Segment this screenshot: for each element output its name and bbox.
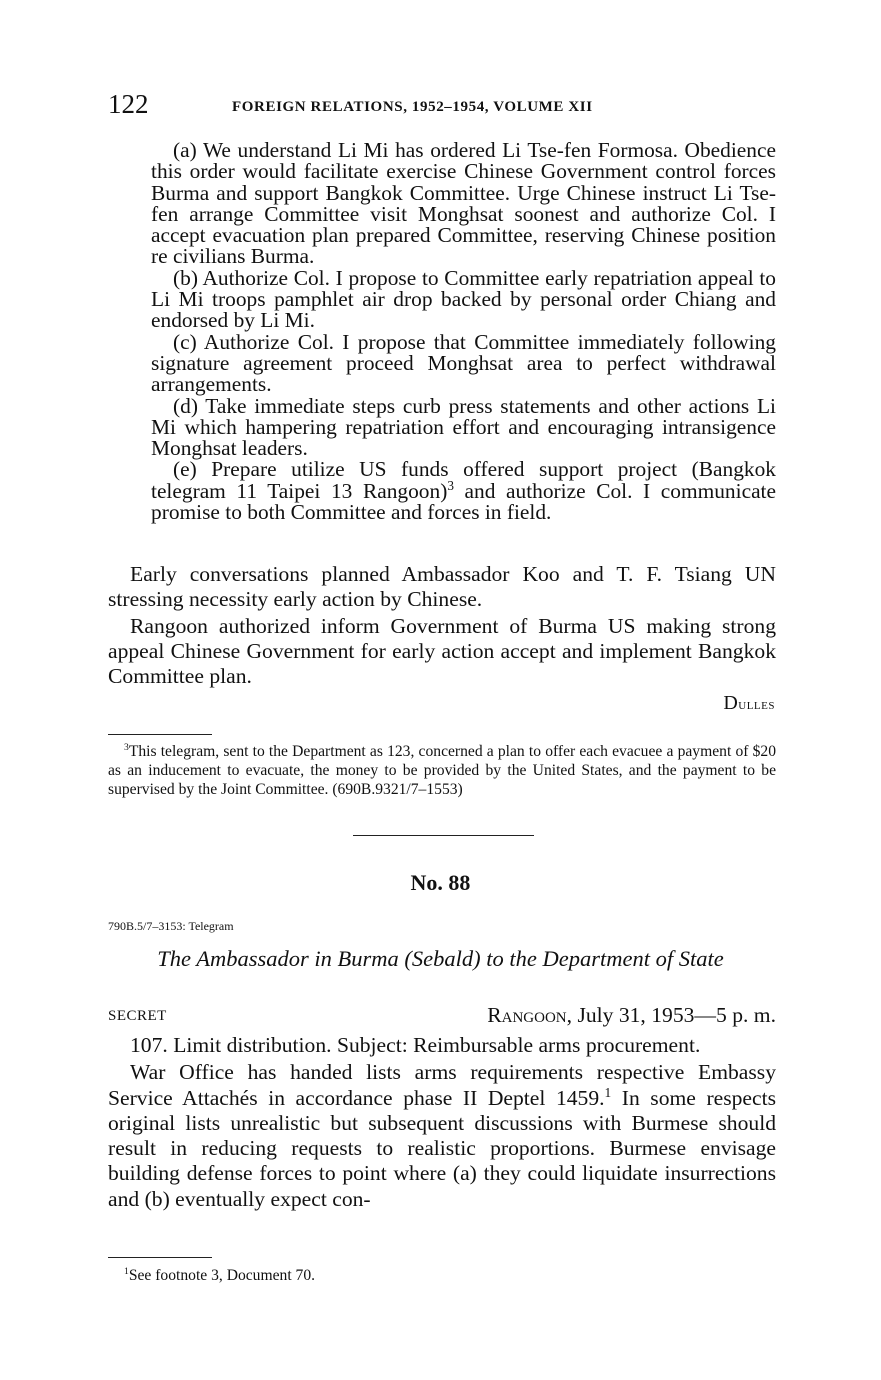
footnote-ref-3[interactable]: 3 [447,477,454,493]
footnote-1 [108,1266,776,1285]
instruction-d: (d) Take immediate steps curb press statements and other actions Li Mi which hampering repatriation effort and encouraging intransigence Monghsat leaders. [151,393,776,461]
footnote-rule [108,1257,212,1258]
body-text-2 [108,1033,776,1214]
paragraph: Early conversations planned Ambassador Koo and T. F. Tsiang UN stressing necessity early action by Chinese. [108,562,776,611]
running-head [108,89,776,123]
signature: Dulles [723,692,775,714]
footnote-text: This telegram, sent to the Department as 123, concerned a plan to offer each evacuee a payment of $20 as an inducement to evacuate, the money to be provided by the United States, and the payment to be supervised by the Joint Committee. (690B.9321/7–1553) [108,743,776,798]
instruction-e-text: (e) Prepare utilize US funds offered support project (Bangkok telegram 11 Taipei 13 Rangoon) [151,457,776,503]
paragraph: Rangoon authorized inform Government of Burma US making strong appeal Chinese Government for early action accept and implement Bangkok Committee plan. [108,614,776,688]
instruction-e [151,459,776,523]
instruction-e-text-end: and authorize Col. I communicate promise to both Committee and forces in field. [151,478,776,525]
paragraph-text: War Office has handed lists arms requirements respective Embassy Service Attachés in accordance phase II Deptel 1459. [108,1060,776,1110]
body-text-1 [108,562,776,691]
instruction-a: (a) We understand Li Mi has ordered Li Tse-fen Formosa. Obedience this order would facilitate exercise Chinese Government control forces Burma and support Bangkok Committee. Urge Chinese instruct Li Tse-fen arrange Committee visit Monghsat soonest and authorize Col. I accept evacuation plan prepared Committee, reserving Chinese position re civilians Burma. [151,138,776,269]
file-reference: 790B.5/7–3153: Telegram [108,919,234,933]
document-title: The Ambassador in Burma (Sebald) to the Department of State [157,946,724,971]
footnote-marker: 3 [124,741,129,753]
section-divider [353,835,534,836]
place-date [487,1003,776,1028]
paragraph [108,1060,776,1212]
instruction-c: (c) Authorize Col. I propose that Committee immediately following signature agreement proceed Monghsat area to perfect withdrawal arrangements. [151,329,776,397]
footnote-3 [108,742,776,799]
instruction-b: (b) Authorize Col. I propose to Committee early repatriation appeal to Li Mi troops pamphlet air drop backed by personal order Chiang and endorsed by Li Mi. [151,265,776,333]
paragraph: 107. Limit distribution. Subject: Reimbursable arms procurement. [130,1033,701,1057]
instruction-list [151,140,776,523]
paragraph-text-end: In some respects original lists unrealistic but subsequent discussions with Burmese should result in reducing requests to realistic proportions. Burmese envisage building defense forces to point where (a) they could liquidate insurrections and (b) eventually expect con- [108,1085,776,1211]
footnote-text: See footnote 3, Document 70. [128,1267,316,1284]
date: , July 31, 1953—5 p. m. [566,1003,776,1027]
dateline [108,1003,776,1031]
footnote-marker: 1 [124,1265,129,1277]
place: Rangoon [487,1003,567,1027]
footnote-rule [108,734,212,735]
running-title: FOREIGN RELATIONS, 1952–1954, VOLUME XII [232,99,593,115]
document-number: No. 88 [410,870,471,895]
classification: SECRET [108,1008,167,1024]
footnote-ref-1[interactable]: 1 [604,1084,612,1100]
page-number: 122 [108,89,149,119]
